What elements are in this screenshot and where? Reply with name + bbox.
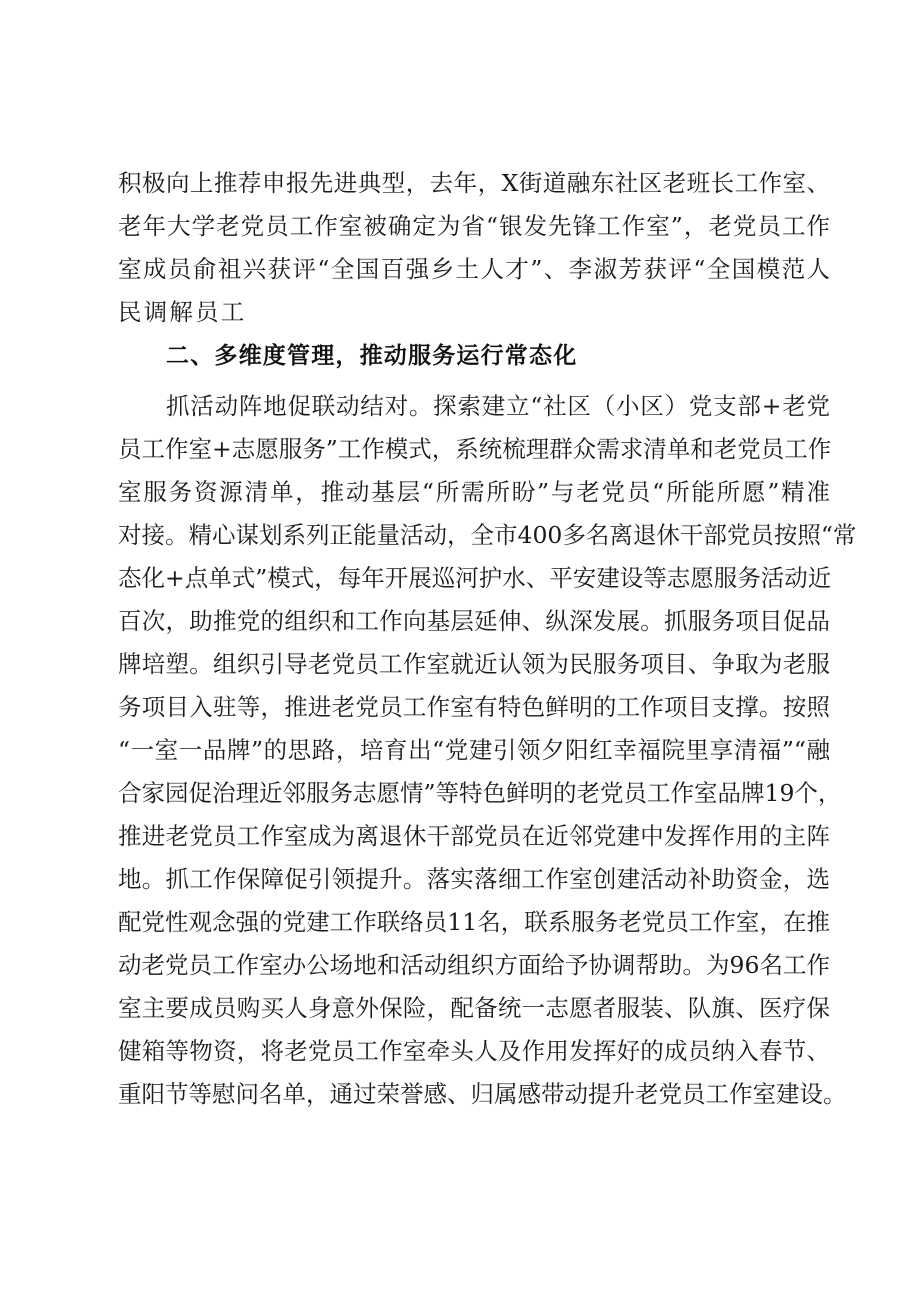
paragraph-line: “一室一品牌”的思路，培育出“党建引领夕阳红幸福院里享清福”“融 (118, 736, 830, 764)
paragraph-line: 推进老党员工作室成为离退休干部党员在近邻党建中发挥作用的主阵 (118, 822, 830, 850)
paragraph-line: 动老党员工作室办公场地和活动组织方面给予协调帮助。为96名工作 (118, 951, 830, 979)
paragraph-line: 态化+点单式”模式，每年开展巡河护水、平安建设等志愿服务活动近 (118, 564, 832, 592)
paragraph-line: 积极向上推荐申报先进典型，去年，X街道融东社区老班长工作室、 (118, 169, 830, 197)
paragraph-line: 务项目入驻等，推进老党员工作室有特色鲜明的工作项目支撑。按照 (118, 693, 830, 721)
paragraph-line: 百次，助推党的组织和工作向基层延伸、纵深发展。抓服务项目促品 (118, 607, 830, 635)
paragraph-line: 合家园促治理近邻服务志愿情”等特色鲜明的老党员工作室品牌19个， (118, 779, 842, 807)
section-heading: 二、多维度管理，推动服务运行常态化 (166, 343, 578, 369)
paragraph-line: 民调解员工 (118, 298, 247, 326)
paragraph-line: 室主要成员购买人身意外保险，配备统一志愿者服装、队旗、医疗保 (118, 994, 830, 1022)
paragraph-line: 老年大学老党员工作室被确定为省“银发先锋工作室”，老党员工作 (118, 212, 830, 240)
paragraph-line: 对接。精心谋划系列正能量活动，全市400多名离退休干部党员按照“常 (118, 521, 857, 549)
paragraph-line: 室成员俞祖兴获评“全国百强乡土人才”、李淑芳获评“全国模范人 (118, 255, 830, 283)
paragraph-line: 员工作室+志愿服务”工作模式，系统梳理群众需求清单和老党员工作 (118, 435, 832, 463)
paragraph-line: 抓活动阵地促联动结对。探索建立“社区（小区）党支部+老党 (166, 392, 830, 420)
paragraph-line: 健箱等物资，将老党员工作室牵头人及作用发挥好的成员纳入春节、 (118, 1037, 830, 1065)
paragraph-line: 室服务资源清单，推动基层“所需所盼”与老党员“所能所愿”精准 (118, 478, 830, 506)
paragraph-line: 重阳节等慰问名单，通过荣誉感、归属感带动提升老党员工作室建设。 (118, 1080, 847, 1108)
paragraph-line: 地。抓工作保障促引领提升。落实落细工作室创建活动补助资金，选 (118, 865, 830, 893)
paragraph-line: 配党性观念强的党建工作联络员11名，联系服务老党员工作室，在推 (118, 908, 830, 936)
paragraph-line: 牌培塑。组织引导老党员工作室就近认领为民服务项目、争取为老服 (118, 650, 830, 678)
